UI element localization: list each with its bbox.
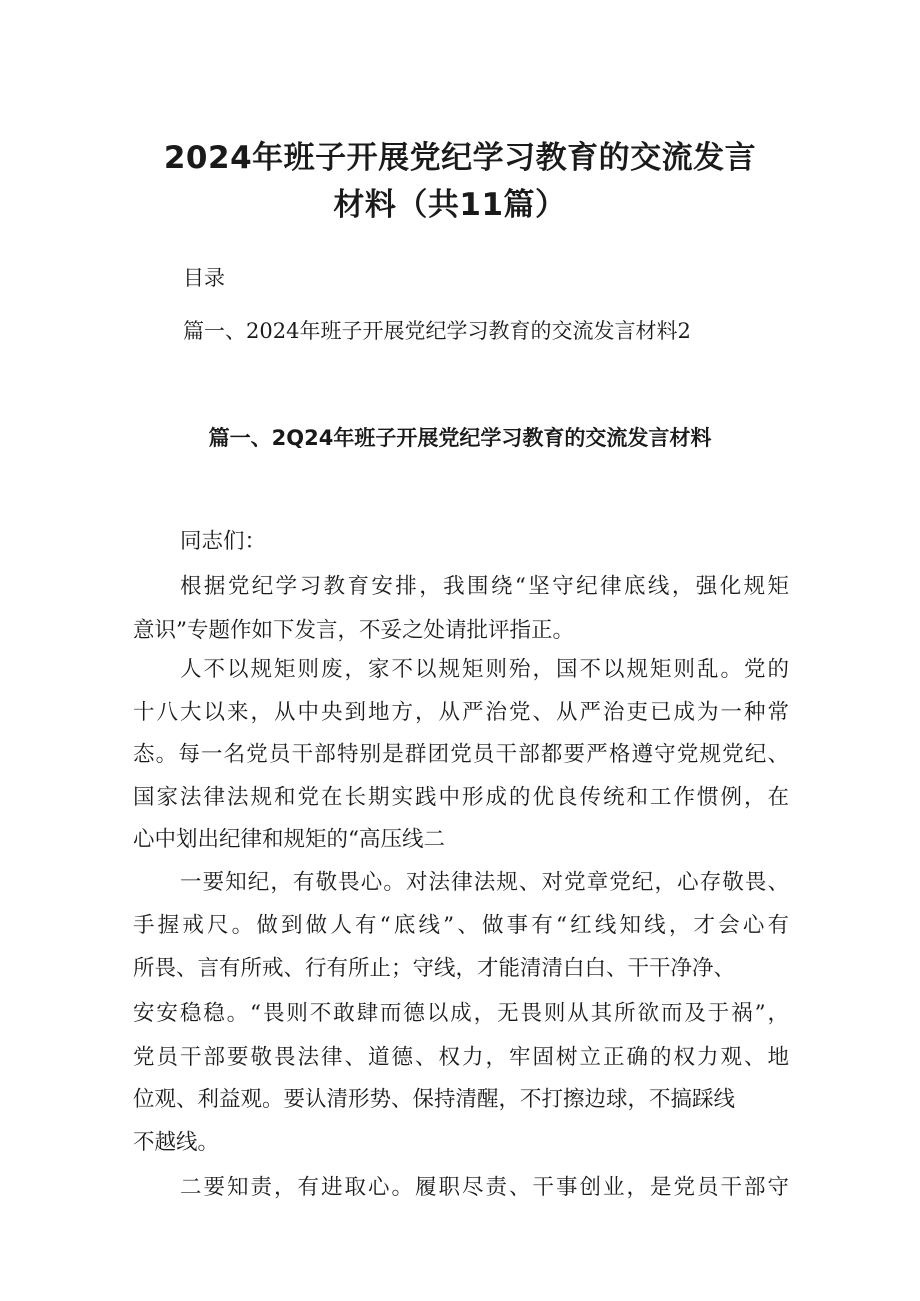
paragraph-line: 十八大以来，从中央到地方，从严治党、从严治吏已成为一种常 [133, 700, 789, 725]
toc-label: 目录 [183, 266, 225, 290]
document-title-line-2: 材料（共11篇） [333, 187, 567, 223]
paragraph-line: 根据党纪学习教育安排，我围绕“坚守纪律底线，强化规矩 [180, 574, 789, 599]
document-title-line-1: 2024年班子开展党纪学习教育的交流发言 [163, 140, 757, 176]
paragraph-line: 一要知纪，有敬畏心。对法律法规、对党章党纪，心存敬畏、 [180, 870, 789, 895]
paragraph-line: 位观、利益观。要认清形势、保持清醒，不打擦边球，不搞踩线 [133, 1087, 736, 1112]
paragraph-line: 党员干部要敬畏法律、道德、权力，牢固树立正确的权力观、地 [133, 1045, 789, 1070]
paragraph-line: 心中划出纪律和规矩的“高压线二 [133, 827, 445, 852]
paragraph-line: 同志们： [180, 529, 267, 554]
paragraph-line: 安安稳稳。“畏则不敢肆而德以成，无畏则从其所欲而及于祸”， [133, 1001, 789, 1026]
paragraph-line: 所畏、言有所戒、行有所止；守线，才能清清白白、干干净净、 [133, 956, 736, 981]
paragraph-line: 不越线。 [133, 1130, 220, 1155]
toc-entry: 篇一、2024年班子开展党纪学习教育的交流发言材料2 [183, 319, 691, 343]
paragraph-line: 人不以规矩则废，家不以规矩则殆，国不以规矩则乱。党的 [180, 657, 789, 682]
section-heading: 篇一、2Q24年班子开展党纪学习教育的交流发言材料 [208, 426, 712, 450]
paragraph-line: 手握戒尺。做到做人有“底线”、做事有“红线知线，才会心有 [133, 913, 789, 938]
paragraph-line: 态。每一名党员干部特别是群团党员干部都要严格遵守党规党纪、 [133, 742, 789, 767]
paragraph-line: 国家法律法规和党在长期实践中形成的优良传统和工作惯例，在 [133, 785, 789, 810]
paragraph-line: 二要知责，有进取心。履职尽责、干事创业，是党员干部守 [180, 1175, 789, 1200]
paragraph-line: 意识”专题作如下发言，不妥之处请批评指正。 [133, 618, 574, 643]
